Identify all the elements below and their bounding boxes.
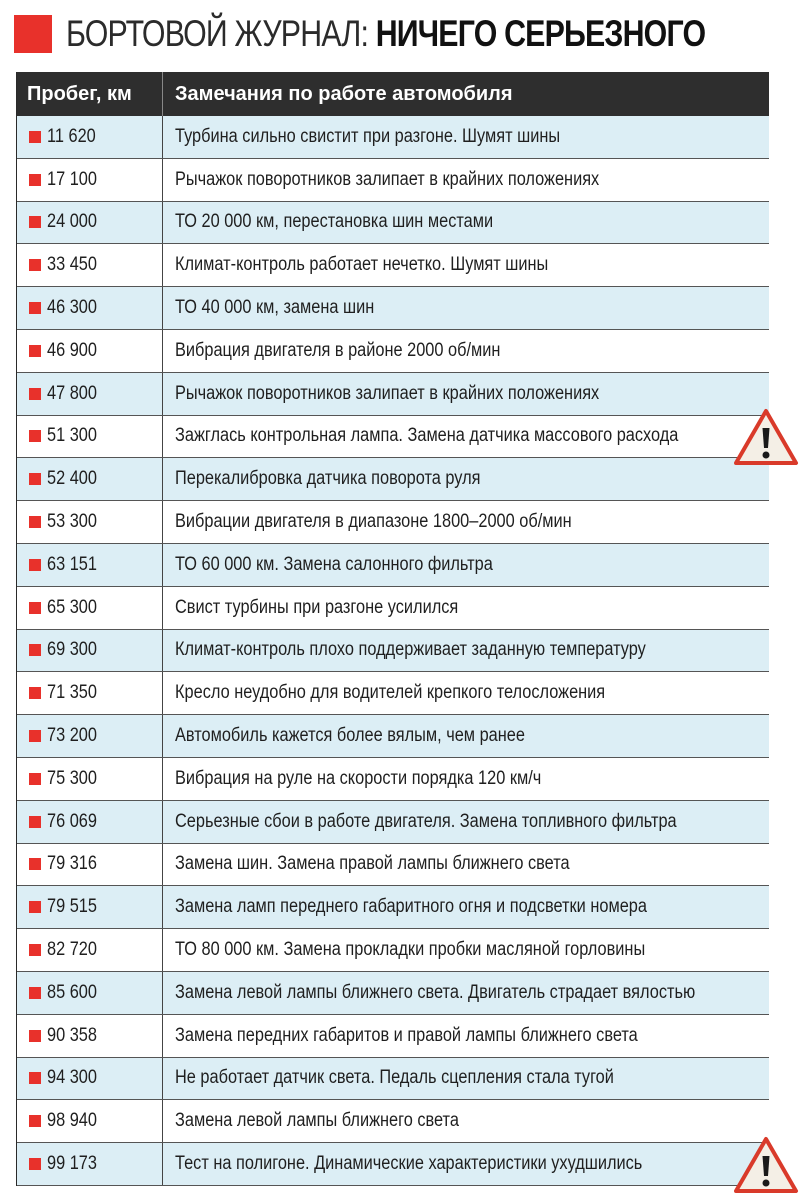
mileage-cell bbox=[17, 1058, 163, 1100]
table-body bbox=[17, 116, 769, 1186]
red-bullet-icon bbox=[29, 987, 41, 999]
remark-cell bbox=[163, 715, 769, 757]
logbook-table bbox=[16, 72, 769, 1186]
red-bullet-icon bbox=[29, 1072, 41, 1084]
remark-cell bbox=[163, 630, 769, 672]
table-row bbox=[17, 159, 769, 202]
red-bullet-icon bbox=[29, 687, 41, 699]
remark-text: Зажглась контрольная лампа. Замена датчика массового расхода bbox=[175, 425, 679, 447]
remark-cell bbox=[163, 929, 769, 971]
mileage-value: 17 100 bbox=[47, 168, 97, 190]
table-row bbox=[17, 844, 769, 887]
red-bullet-icon bbox=[29, 131, 41, 143]
remark-cell bbox=[163, 758, 769, 800]
mileage-cell bbox=[17, 630, 163, 672]
table-row bbox=[17, 801, 769, 844]
mileage-cell bbox=[17, 758, 163, 800]
red-bullet-icon bbox=[29, 302, 41, 314]
table-row bbox=[17, 116, 769, 159]
mileage-value: 65 300 bbox=[47, 596, 97, 618]
mileage-value: 52 400 bbox=[47, 468, 97, 490]
table-row bbox=[17, 672, 769, 715]
mileage-value: 90 358 bbox=[47, 1024, 97, 1046]
table-row bbox=[17, 244, 769, 287]
remark-cell bbox=[163, 159, 769, 201]
remark-cell bbox=[163, 844, 769, 886]
mileage-cell bbox=[17, 458, 163, 500]
mileage-value: 76 069 bbox=[47, 810, 97, 832]
remark-text: ТО 20 000 км, перестановка шин местами bbox=[175, 211, 494, 233]
table-row bbox=[17, 416, 769, 459]
mileage-value: 47 800 bbox=[47, 382, 97, 404]
remark-cell bbox=[163, 330, 769, 372]
remark-cell bbox=[163, 801, 769, 843]
mileage-value: 11 620 bbox=[47, 125, 96, 147]
remark-text: Замена передних габаритов и правой лампы ближнего света bbox=[175, 1024, 638, 1046]
red-square-icon bbox=[14, 15, 52, 53]
table-row bbox=[17, 287, 769, 330]
red-bullet-icon bbox=[29, 216, 41, 228]
table-row bbox=[17, 886, 769, 929]
table-row bbox=[17, 758, 769, 801]
page-title bbox=[66, 13, 705, 55]
remark-text: Тест на полигоне. Динамические характеристики ухудшились bbox=[175, 1153, 643, 1175]
table-header-row bbox=[17, 72, 769, 116]
remark-cell bbox=[163, 886, 769, 928]
remark-text: Автомобиль кажется более вялым, чем ранее bbox=[175, 725, 525, 747]
remark-text: Замена левой лампы ближнего света. Двигатель страдает вялостью bbox=[175, 981, 696, 1003]
remark-cell bbox=[163, 544, 769, 586]
remark-cell bbox=[163, 458, 769, 500]
remark-text: Замена ламп переднего габаритного огня и подсветки номера bbox=[175, 896, 647, 918]
mileage-cell bbox=[17, 416, 163, 458]
red-bullet-icon bbox=[29, 259, 41, 271]
red-bullet-icon bbox=[29, 730, 41, 742]
table-row bbox=[17, 501, 769, 544]
remark-text: Рычажок поворотников залипает в крайних положениях bbox=[175, 382, 600, 404]
mileage-cell bbox=[17, 1143, 163, 1185]
red-bullet-icon bbox=[29, 773, 41, 785]
remark-text: Вибрация двигателя в районе 2000 об/мин bbox=[175, 339, 501, 361]
remark-cell bbox=[163, 287, 769, 329]
remark-text: Рычажок поворотников залипает в крайних положениях bbox=[175, 168, 600, 190]
table-row bbox=[17, 929, 769, 972]
red-bullet-icon bbox=[29, 816, 41, 828]
mileage-value: 94 300 bbox=[47, 1067, 97, 1089]
red-bullet-icon bbox=[29, 901, 41, 913]
mileage-cell bbox=[17, 844, 163, 886]
remark-cell bbox=[163, 1015, 769, 1057]
remark-text: Замена левой лампы ближнего света bbox=[175, 1110, 459, 1132]
red-bullet-icon bbox=[29, 516, 41, 528]
column-header-mileage: Пробег, км bbox=[17, 72, 163, 116]
mileage-value: 75 300 bbox=[47, 767, 97, 789]
remark-cell bbox=[163, 116, 769, 158]
remark-text: Не работает датчик света. Педаль сцепления стала тугой bbox=[175, 1067, 614, 1089]
mileage-cell bbox=[17, 244, 163, 286]
table-row bbox=[17, 1100, 769, 1143]
remark-cell bbox=[163, 373, 769, 415]
remark-text: ТО 40 000 км, замена шин bbox=[175, 297, 375, 319]
remark-cell bbox=[163, 587, 769, 629]
table-row bbox=[17, 972, 769, 1015]
mileage-value: 73 200 bbox=[47, 725, 97, 747]
red-bullet-icon bbox=[29, 345, 41, 357]
mileage-value: 85 600 bbox=[47, 981, 97, 1003]
remark-text: ТО 60 000 км. Замена салонного фильтра bbox=[175, 553, 493, 575]
mileage-cell bbox=[17, 587, 163, 629]
table-row bbox=[17, 1058, 769, 1101]
red-bullet-icon bbox=[29, 473, 41, 485]
remark-text: Турбина сильно свистит при разгоне. Шумят шины bbox=[175, 125, 561, 147]
page-title-prefix: БОРТОВОЙ ЖУРНАЛ: bbox=[66, 13, 376, 54]
remark-text: Кресло неудобно для водителей крепкого телосложения bbox=[175, 682, 606, 704]
remark-text: Замена шин. Замена правой лампы ближнего света bbox=[175, 853, 570, 875]
mileage-cell bbox=[17, 116, 163, 158]
page-title-highlight: НИЧЕГО СЕРЬЕЗНОГО bbox=[375, 13, 706, 54]
mileage-value: 82 720 bbox=[47, 939, 97, 961]
red-bullet-icon bbox=[29, 644, 41, 656]
mileage-cell bbox=[17, 929, 163, 971]
remark-cell bbox=[163, 416, 769, 458]
red-bullet-icon bbox=[29, 1115, 41, 1127]
mileage-value: 33 450 bbox=[47, 254, 97, 276]
red-bullet-icon bbox=[29, 174, 41, 186]
mileage-cell bbox=[17, 373, 163, 415]
warning-triangle-icon bbox=[733, 1136, 799, 1194]
red-bullet-icon bbox=[29, 1030, 41, 1042]
column-header-remarks: Замечания по работе автомобиля bbox=[175, 82, 513, 105]
remark-cell bbox=[163, 1058, 769, 1100]
remark-text: Перекалибровка датчика поворота руля bbox=[175, 468, 481, 490]
mileage-cell bbox=[17, 801, 163, 843]
mileage-cell bbox=[17, 330, 163, 372]
mileage-cell bbox=[17, 1100, 163, 1142]
mileage-value: 98 940 bbox=[47, 1110, 97, 1132]
remark-cell bbox=[163, 244, 769, 286]
red-bullet-icon bbox=[29, 559, 41, 571]
page-header bbox=[14, 8, 800, 60]
remark-cell bbox=[163, 1143, 769, 1185]
table-row bbox=[17, 458, 769, 501]
remark-text: Вибрации двигателя в диапазоне 1800–2000 об/мин bbox=[175, 511, 572, 533]
remark-text: ТО 80 000 км. Замена прокладки пробки масляной горловины bbox=[175, 939, 646, 961]
remark-text: Климат-контроль работает нечетко. Шумят шины bbox=[175, 254, 549, 276]
remark-cell bbox=[163, 672, 769, 714]
red-bullet-icon bbox=[29, 430, 41, 442]
remark-cell bbox=[163, 501, 769, 543]
mileage-value: 79 316 bbox=[47, 853, 97, 875]
mileage-cell bbox=[17, 886, 163, 928]
remark-cell bbox=[163, 1100, 769, 1142]
mileage-cell bbox=[17, 715, 163, 757]
warning-triangle-icon bbox=[733, 408, 799, 466]
mileage-value: 24 000 bbox=[47, 211, 97, 233]
red-bullet-icon bbox=[29, 388, 41, 400]
mileage-cell bbox=[17, 972, 163, 1014]
table-row bbox=[17, 544, 769, 587]
mileage-cell bbox=[17, 1015, 163, 1057]
remark-text: Свист турбины при разгоне усилился bbox=[175, 596, 459, 618]
mileage-cell bbox=[17, 544, 163, 586]
table-row bbox=[17, 1143, 769, 1186]
red-bullet-icon bbox=[29, 858, 41, 870]
mileage-value: 46 900 bbox=[47, 339, 97, 361]
table-row bbox=[17, 1015, 769, 1058]
table-row bbox=[17, 330, 769, 373]
red-bullet-icon bbox=[29, 1158, 41, 1170]
red-bullet-icon bbox=[29, 944, 41, 956]
table-row bbox=[17, 715, 769, 758]
mileage-cell bbox=[17, 501, 163, 543]
mileage-cell bbox=[17, 159, 163, 201]
table-row bbox=[17, 373, 769, 416]
remark-cell bbox=[163, 202, 769, 244]
remark-text: Серьезные сбои в работе двигателя. Замена топливного фильтра bbox=[175, 810, 677, 832]
remark-text: Климат-контроль плохо поддерживает заданную температуру bbox=[175, 639, 646, 661]
mileage-value: 79 515 bbox=[47, 896, 97, 918]
remark-text: Вибрация на руле на скорости порядка 120 км/ч bbox=[175, 767, 542, 789]
table-row bbox=[17, 202, 769, 245]
mileage-cell bbox=[17, 202, 163, 244]
mileage-value: 51 300 bbox=[47, 425, 97, 447]
mileage-value: 99 173 bbox=[47, 1153, 97, 1175]
remark-cell bbox=[163, 972, 769, 1014]
table-row bbox=[17, 587, 769, 630]
table-row bbox=[17, 630, 769, 673]
mileage-cell bbox=[17, 672, 163, 714]
mileage-value: 71 350 bbox=[47, 682, 97, 704]
mileage-value: 69 300 bbox=[47, 639, 97, 661]
mileage-value: 46 300 bbox=[47, 297, 97, 319]
mileage-value: 63 151 bbox=[47, 553, 97, 575]
mileage-cell bbox=[17, 287, 163, 329]
red-bullet-icon bbox=[29, 602, 41, 614]
mileage-value: 53 300 bbox=[47, 511, 97, 533]
